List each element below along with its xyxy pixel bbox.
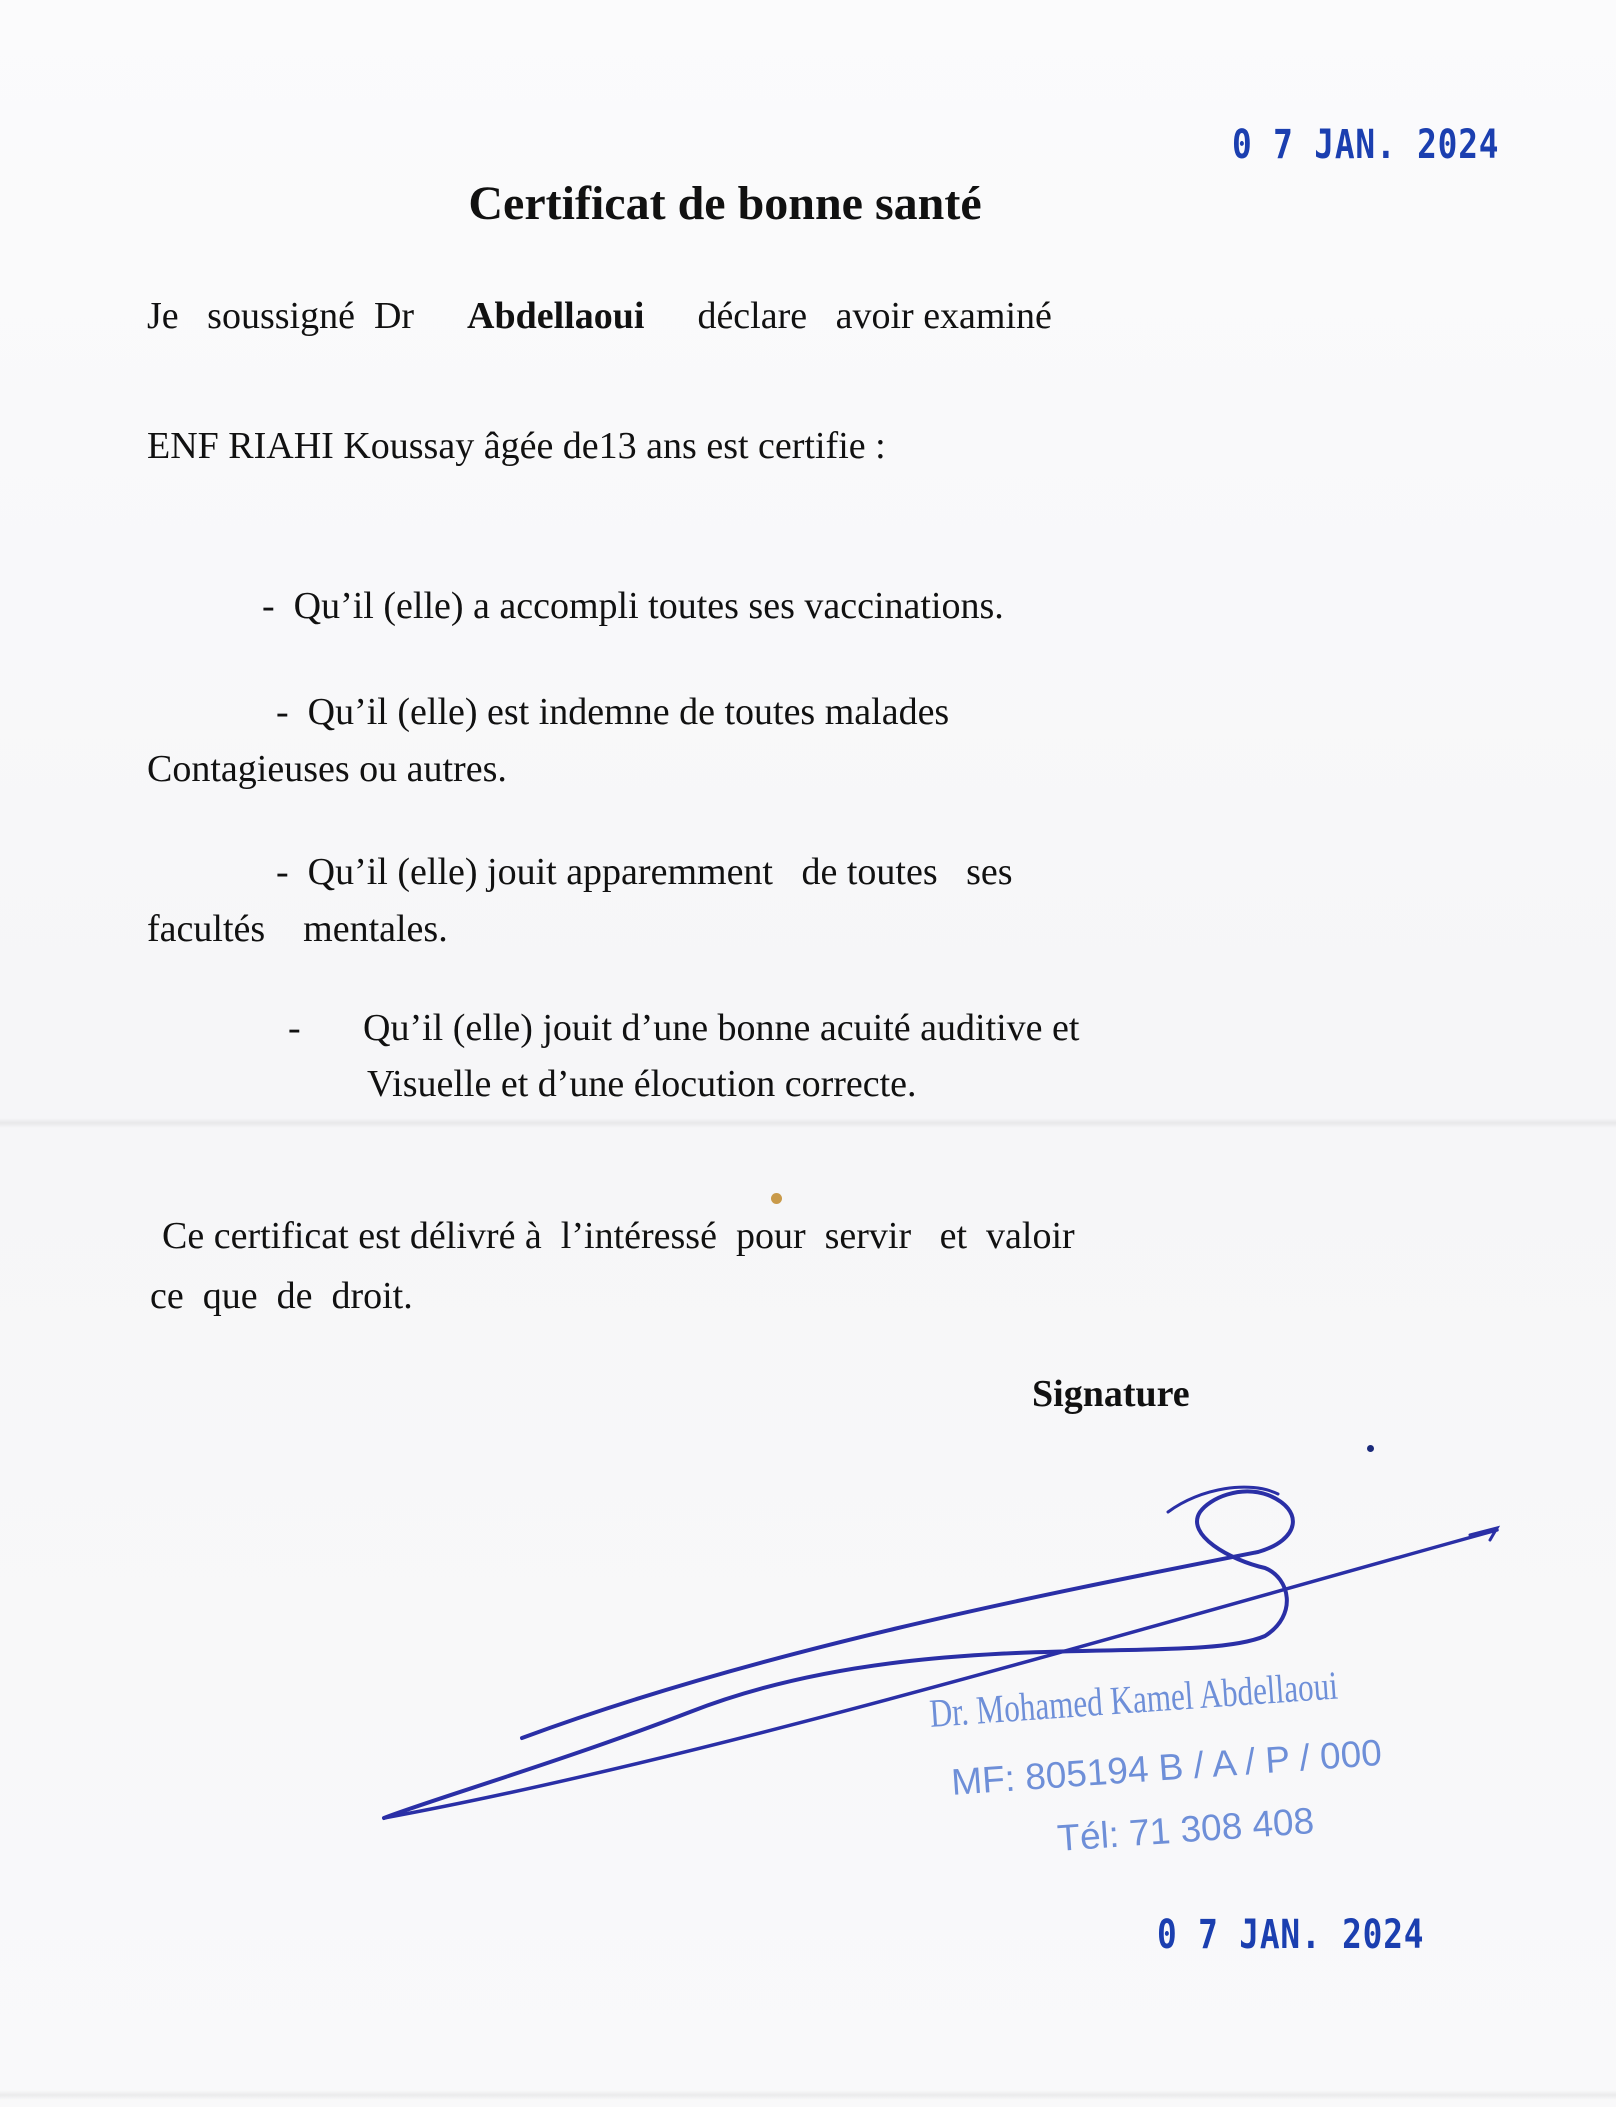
doctor-stamp-tel: Tél: 71 308 408 bbox=[1056, 1800, 1316, 1859]
doctor-name: Abdellaoui bbox=[467, 295, 645, 337]
patient-line: ENF RIAHI Koussay âgée de13 ans est certifie : bbox=[147, 425, 886, 467]
item-acuite-line2: Visuelle et d’une élocution correcte. bbox=[367, 1063, 917, 1105]
doctor-stamp-mf: MF: 805194 B / A / P / 000 bbox=[950, 1731, 1384, 1803]
item-facultes-line2: facultés mentales. bbox=[147, 908, 448, 950]
certificate-title: Certificat de bonne santé bbox=[468, 177, 982, 230]
item-indemne-line2: Contagieuses ou autres. bbox=[147, 748, 507, 790]
closing-line1: Ce certificat est délivré à l’intéressé pour servir et valoir bbox=[162, 1215, 1075, 1257]
intro-prefix: Je soussigné Dr bbox=[147, 295, 415, 337]
item-acuite-dash: - bbox=[288, 1007, 301, 1049]
item-facultes-line1: - Qu’il (elle) jouit apparemment de toutes ses bbox=[276, 851, 1013, 893]
intro-suffix: déclare avoir examiné bbox=[697, 295, 1052, 337]
date-stamp-bottom: 0 7 JAN. 2024 bbox=[1157, 1912, 1425, 1958]
item-indemne-line1: - Qu’il (elle) est indemne de toutes malades bbox=[276, 691, 950, 733]
item-vaccinations: - Qu’il (elle) a accompli toutes ses vaccinations. bbox=[262, 585, 1004, 627]
date-stamp-top: 0 7 JAN. 2024 bbox=[1232, 122, 1500, 168]
doctor-stamp-name: Dr. Mohamed Kamel Abdellaoui bbox=[928, 1662, 1340, 1736]
closing-line2: ce que de droit. bbox=[150, 1275, 413, 1317]
item-acuite-line1: Qu’il (elle) jouit d’une bonne acuité auditive et bbox=[363, 1007, 1080, 1049]
signature-label: Signature bbox=[1032, 1373, 1190, 1415]
